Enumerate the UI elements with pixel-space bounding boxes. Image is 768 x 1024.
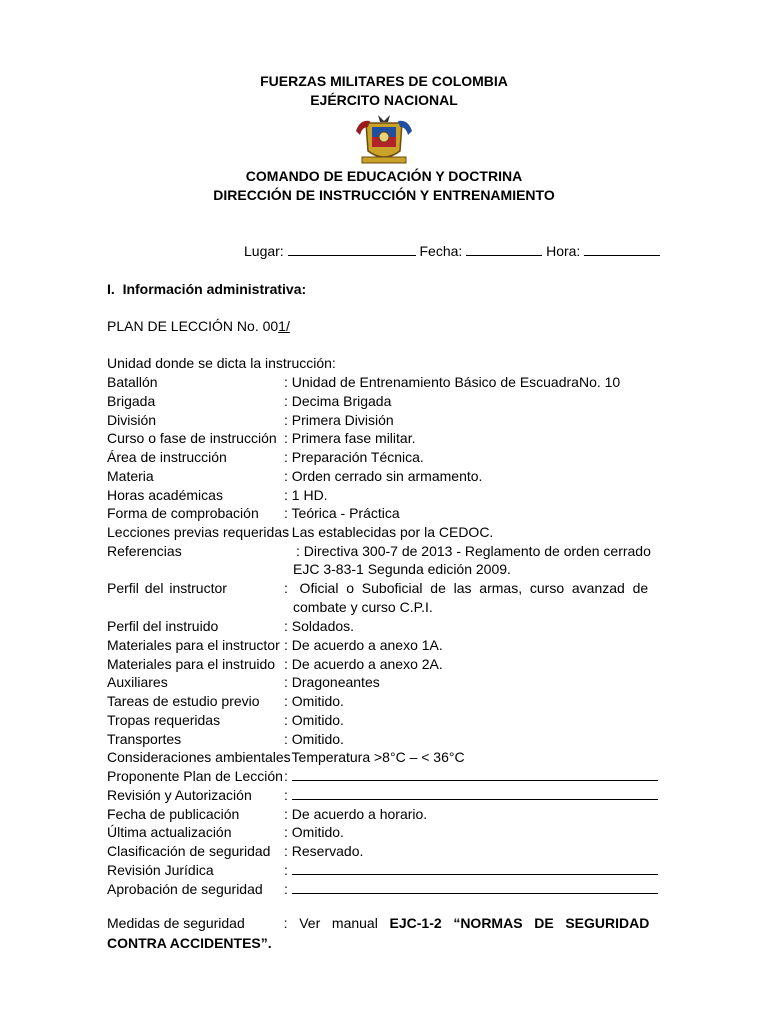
field-value-text: : Primera fase militar. (284, 430, 416, 447)
field-value-text: : Decima Brigada (284, 392, 392, 409)
field-label: Perfil del instruido (107, 618, 219, 634)
field-label: Aprobación de seguridad (107, 880, 263, 897)
field-value (284, 412, 394, 428)
fecha-blank (466, 243, 542, 256)
field-label: Forma de comprobación (107, 505, 259, 522)
field-value (284, 749, 465, 765)
field-value (284, 674, 380, 690)
field-value (284, 505, 400, 521)
field-label: Brigada (107, 392, 156, 409)
signature-blank (292, 787, 658, 800)
field-value-text: : Orden cerrado sin armamento. (284, 467, 483, 484)
field-value (284, 393, 391, 409)
field-value (284, 806, 427, 822)
field-value (284, 637, 443, 653)
field-value (284, 524, 493, 540)
hora-blank (584, 243, 660, 256)
field-value-text: : (284, 861, 288, 878)
header-line-3: COMANDO DE EDUCACIÓN Y DOCTRINA (245, 168, 523, 184)
plan-number-underlined: 1/ (278, 318, 290, 334)
field-value (284, 768, 658, 784)
signature-blank (292, 862, 658, 875)
referencias-label: Referencias (107, 543, 182, 559)
field-label: Auxiliares (107, 674, 168, 691)
field-value-text: : Preparación Técnica. (284, 449, 424, 465)
field-value (284, 712, 344, 728)
field-value-text: : Temperatura >8°C – < 36°C (284, 749, 465, 766)
field-value-text: : Omitido. (284, 730, 344, 747)
field-value (284, 862, 658, 878)
perfil-instructor-label: Perfil del instructor (107, 580, 227, 596)
medidas-line-2: CONTRA ACCIDENTES”. (107, 935, 272, 951)
field-value (284, 430, 415, 446)
field-label: Transportes (107, 730, 182, 747)
field-value (284, 843, 363, 859)
medidas-manual-title: EJC-1-2 “NORMAS DE SEGURIDAD (389, 915, 650, 931)
field-value-text: : (284, 880, 288, 897)
field-label: Revisión y Autorización (107, 786, 252, 803)
header-line-1: FUERZAS MILITARES DE COLOMBIA (260, 73, 508, 89)
field-value-text: : Omitido. (284, 711, 344, 728)
field-value (284, 468, 482, 484)
field-value (284, 787, 658, 803)
field-label: Última actualización (107, 824, 232, 841)
field-value-text: : Teórica - Práctica (284, 505, 400, 522)
field-value (284, 449, 424, 465)
header-line-2: EJÉRCITO NACIONAL (310, 92, 458, 108)
army-crest-logo (352, 113, 416, 167)
field-label: Batallón (107, 374, 158, 390)
field-value-text: : Primera División (284, 411, 394, 428)
section-number: I. (107, 281, 115, 297)
field-label: Lecciones previas requeridas (107, 524, 290, 540)
medidas-line-1 (107, 915, 649, 931)
field-label: Tareas de estudio previo (107, 693, 260, 709)
place-date-time-line (244, 243, 660, 259)
field-label: Tropas requeridas (107, 711, 221, 728)
lugar-blank (288, 243, 416, 256)
field-label: Materia (107, 467, 154, 484)
medidas-separator: : Ver manual (283, 915, 378, 931)
field-value (284, 693, 344, 709)
field-value (284, 374, 620, 390)
plan-prefix: PLAN DE LECCIÓN No. 00 (107, 318, 279, 334)
plan-number (107, 318, 290, 334)
field-value (284, 731, 344, 747)
field-label: Consideraciones ambientales (107, 749, 291, 766)
field-value (284, 881, 658, 897)
field-label: Proponente Plan de Lección (107, 768, 283, 784)
field-value-text: : Omitido. (284, 693, 344, 709)
field-value-text: : De acuerdo a anexo 2A. (284, 655, 443, 672)
field-label: Revisión Jurídica (107, 861, 214, 878)
field-value-text: : Omitido. (284, 824, 344, 841)
field-value-text: : De acuerdo a anexo 1A. (284, 636, 443, 653)
referencias-line-2: EJC 3-83-1 Segunda edición 2009. (293, 561, 511, 577)
field-label: Materiales para el instruido (107, 655, 276, 672)
field-label: Materiales para el instructor (107, 636, 280, 653)
header-line-4: DIRECCIÓN DE INSTRUCCIÓN Y ENTRENAMIENTO (213, 187, 555, 203)
field-value-text: : 1 HD. (284, 486, 328, 503)
field-value-text: : Soldados. (284, 618, 355, 634)
lugar-label: Lugar: (244, 243, 284, 259)
field-label: Clasificación de seguridad (107, 843, 271, 859)
medidas-label: Medidas de seguridad (107, 915, 245, 931)
field-value-text: : (284, 786, 288, 803)
field-value (284, 656, 443, 672)
section-heading (107, 281, 306, 297)
field-value-text: : De acuerdo a horario. (284, 805, 428, 822)
section-title: Información administrativa: (122, 281, 307, 297)
field-label: Curso o fase de instrucción (107, 430, 277, 447)
field-value (284, 487, 328, 503)
field-label: División (107, 411, 157, 428)
referencias-line-1: : Directiva 300-7 de 2013 - Reglamento de orden cerrado (296, 543, 651, 559)
field-label: Horas académicas (107, 486, 223, 503)
hora-label: Hora: (546, 243, 581, 259)
unit-heading: Unidad donde se dicta la instrucción: (107, 355, 336, 371)
signature-blank (292, 768, 658, 781)
perfil-instructor-line-1: : Oficial o Suboficial de las armas, curso avanzad de (284, 580, 649, 596)
field-value-text: : Las establecidas por la CEDOC. (284, 524, 494, 540)
field-value (284, 618, 354, 634)
field-value-text: : Unidad de Entrenamiento Básico de EscuadraNo. 10 (284, 374, 621, 390)
field-label: Fecha de publicación (107, 805, 240, 822)
perfil-instructor-line-2: combate y curso C.P.I. (293, 599, 433, 615)
field-value-text: : Dragoneantes (284, 674, 380, 691)
field-value-text: : (284, 768, 288, 784)
signature-blank (292, 881, 658, 894)
fecha-label: Fecha: (419, 243, 463, 259)
field-value (284, 824, 344, 840)
field-label: Área de instrucción (107, 449, 227, 465)
field-value-text: : Reservado. (284, 843, 364, 859)
